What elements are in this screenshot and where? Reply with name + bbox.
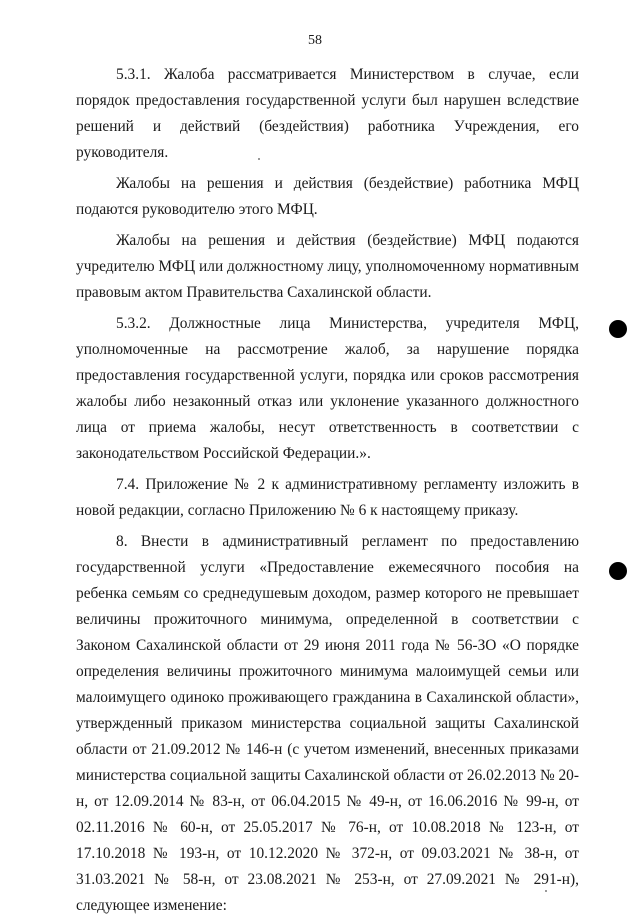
punch-hole-upper — [609, 320, 627, 338]
scan-speck — [258, 158, 260, 160]
document-body — [76, 62, 579, 924]
paragraph-complaints-mfc-worker: Жалобы на решения и действия (бездействие) работника МФЦ подаются руководителю этого МФЦ. — [76, 175, 579, 218]
punch-hole-lower — [609, 562, 627, 580]
paragraph-8: 8. Внести в административный регламент по предоставлению государственной услуги «Предоставление ежемесячного пособия на ребенка семьям со среднедушевым доходом, размер которого не превышает величины прожиточного минимума, определенной в соответствии с Законом Сахалинской области от 29 июня 2011 года № 56-ЗО «О порядке определения величины прожиточного минимума малоимущей семьи или малоимущего одиноко проживающего гражданина в Сахалинской области», утвержденный приказом министерства социальной защиты Сахалинской области от 21.09.2012 № 146-н (с учетом изменений, внесенных приказами министерства социальной защиты Сахалинской области от 26.02.2013 № 20-н, от 12.09.2014 № 83-н, от 06.04.2015 № 49-н, от 16.06.2016 № 99-н, от 02.11.2016 № 60-н, от 25.05.2017 № 76-н, от 10.08.2018 № 123-н, от 17.10.2018 № 193-н, от 10.12.2020 № 372-н, от 09.03.2021 № 38-н, от 31.03.2021 № 58-н, от 23.08.2021 № 253-н, от 27.09.2021 № 291-н), следующее изменение: — [76, 533, 579, 914]
paragraph-complaints-mfc: Жалобы на решения и действия (бездействие) МФЦ подаются учредителю МФЦ или должностному лицу, уполномоченному нормативным правовым актом Правительства Сахалинской области. — [76, 232, 579, 301]
paragraph-5-3-1: 5.3.1. Жалоба рассматривается Министерством в случае, если порядок предоставления государственной услуги был нарушен вследствие решений и действий (бездействия) работника Учреждения, его руководителя. — [76, 66, 579, 161]
paragraph-7-4: 7.4. Приложение № 2 к административному регламенту изложить в новой редакции, согласно Приложению № 6 к настоящему приказу. — [76, 476, 579, 519]
page-number: 58 — [308, 33, 322, 48]
scan-speck — [545, 890, 547, 892]
paragraph-5-3-2: 5.3.2. Должностные лица Министерства, учредителя МФЦ, уполномоченные на рассмотрение жалоб, за нарушение порядка предоставления государственной услуги, порядка или сроков рассмотрения жалобы либо незаконный отказ или уклонение указанного должностного лица от приема жалобы, несут ответственность в соответствии с законодательством Российской Федерации.». — [76, 315, 579, 462]
